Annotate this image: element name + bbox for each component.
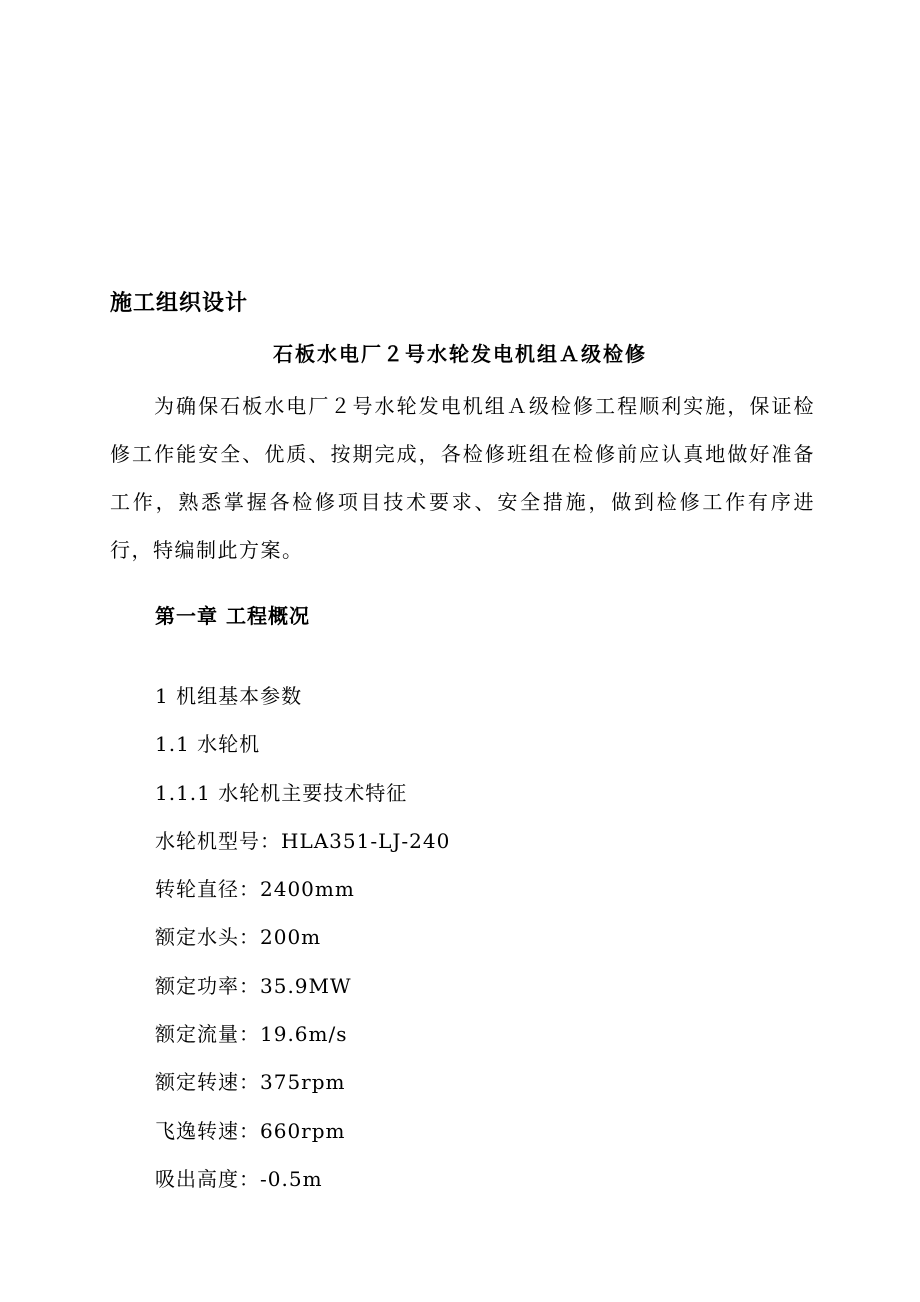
intro-paragraph: 为确保石板水电厂２号水轮发电机组Ａ级检修工程顺利实施，保证检修工作能安全、优质、按期完成，各检修班组在检修前应认真地做好准备工作，熟悉掌握各检修项目技术要求、安全措施，做到检修工作有序进行，特编制此方案。	[110, 394, 815, 562]
parameter-list	[155, 672, 450, 1203]
param-rated-speed: 额定转速：375rpm	[155, 1070, 346, 1095]
param-rated-head: 额定水头：200m	[155, 925, 322, 950]
section-heading-turbine: 1.1 水轮机	[155, 732, 261, 757]
param-runner-diameter: 转轮直径：2400mm	[155, 877, 355, 902]
param-runaway-speed: 飞逸转速：660rpm	[155, 1118, 346, 1143]
section-heading-turbine-specs: 1.1.1 水轮机主要技术特征	[155, 780, 408, 805]
param-suction-height: 吸出高度：-0.5m	[155, 1166, 323, 1191]
param-rated-flow: 额定流量：19.6m/s	[155, 1022, 348, 1047]
chapter-heading: 第一章 工程概况	[155, 604, 310, 628]
param-rated-power: 额定功率：35.9MW	[155, 973, 352, 998]
param-turbine-model: 水轮机型号：HLA351-LJ-240	[155, 828, 451, 853]
section-heading-unit-parameters: 1 机组基本参数	[155, 684, 303, 708]
document-subtitle: 石板水电厂２号水轮发电机组Ａ级检修	[273, 342, 647, 366]
document-title: 施工组织设计	[110, 291, 249, 316]
